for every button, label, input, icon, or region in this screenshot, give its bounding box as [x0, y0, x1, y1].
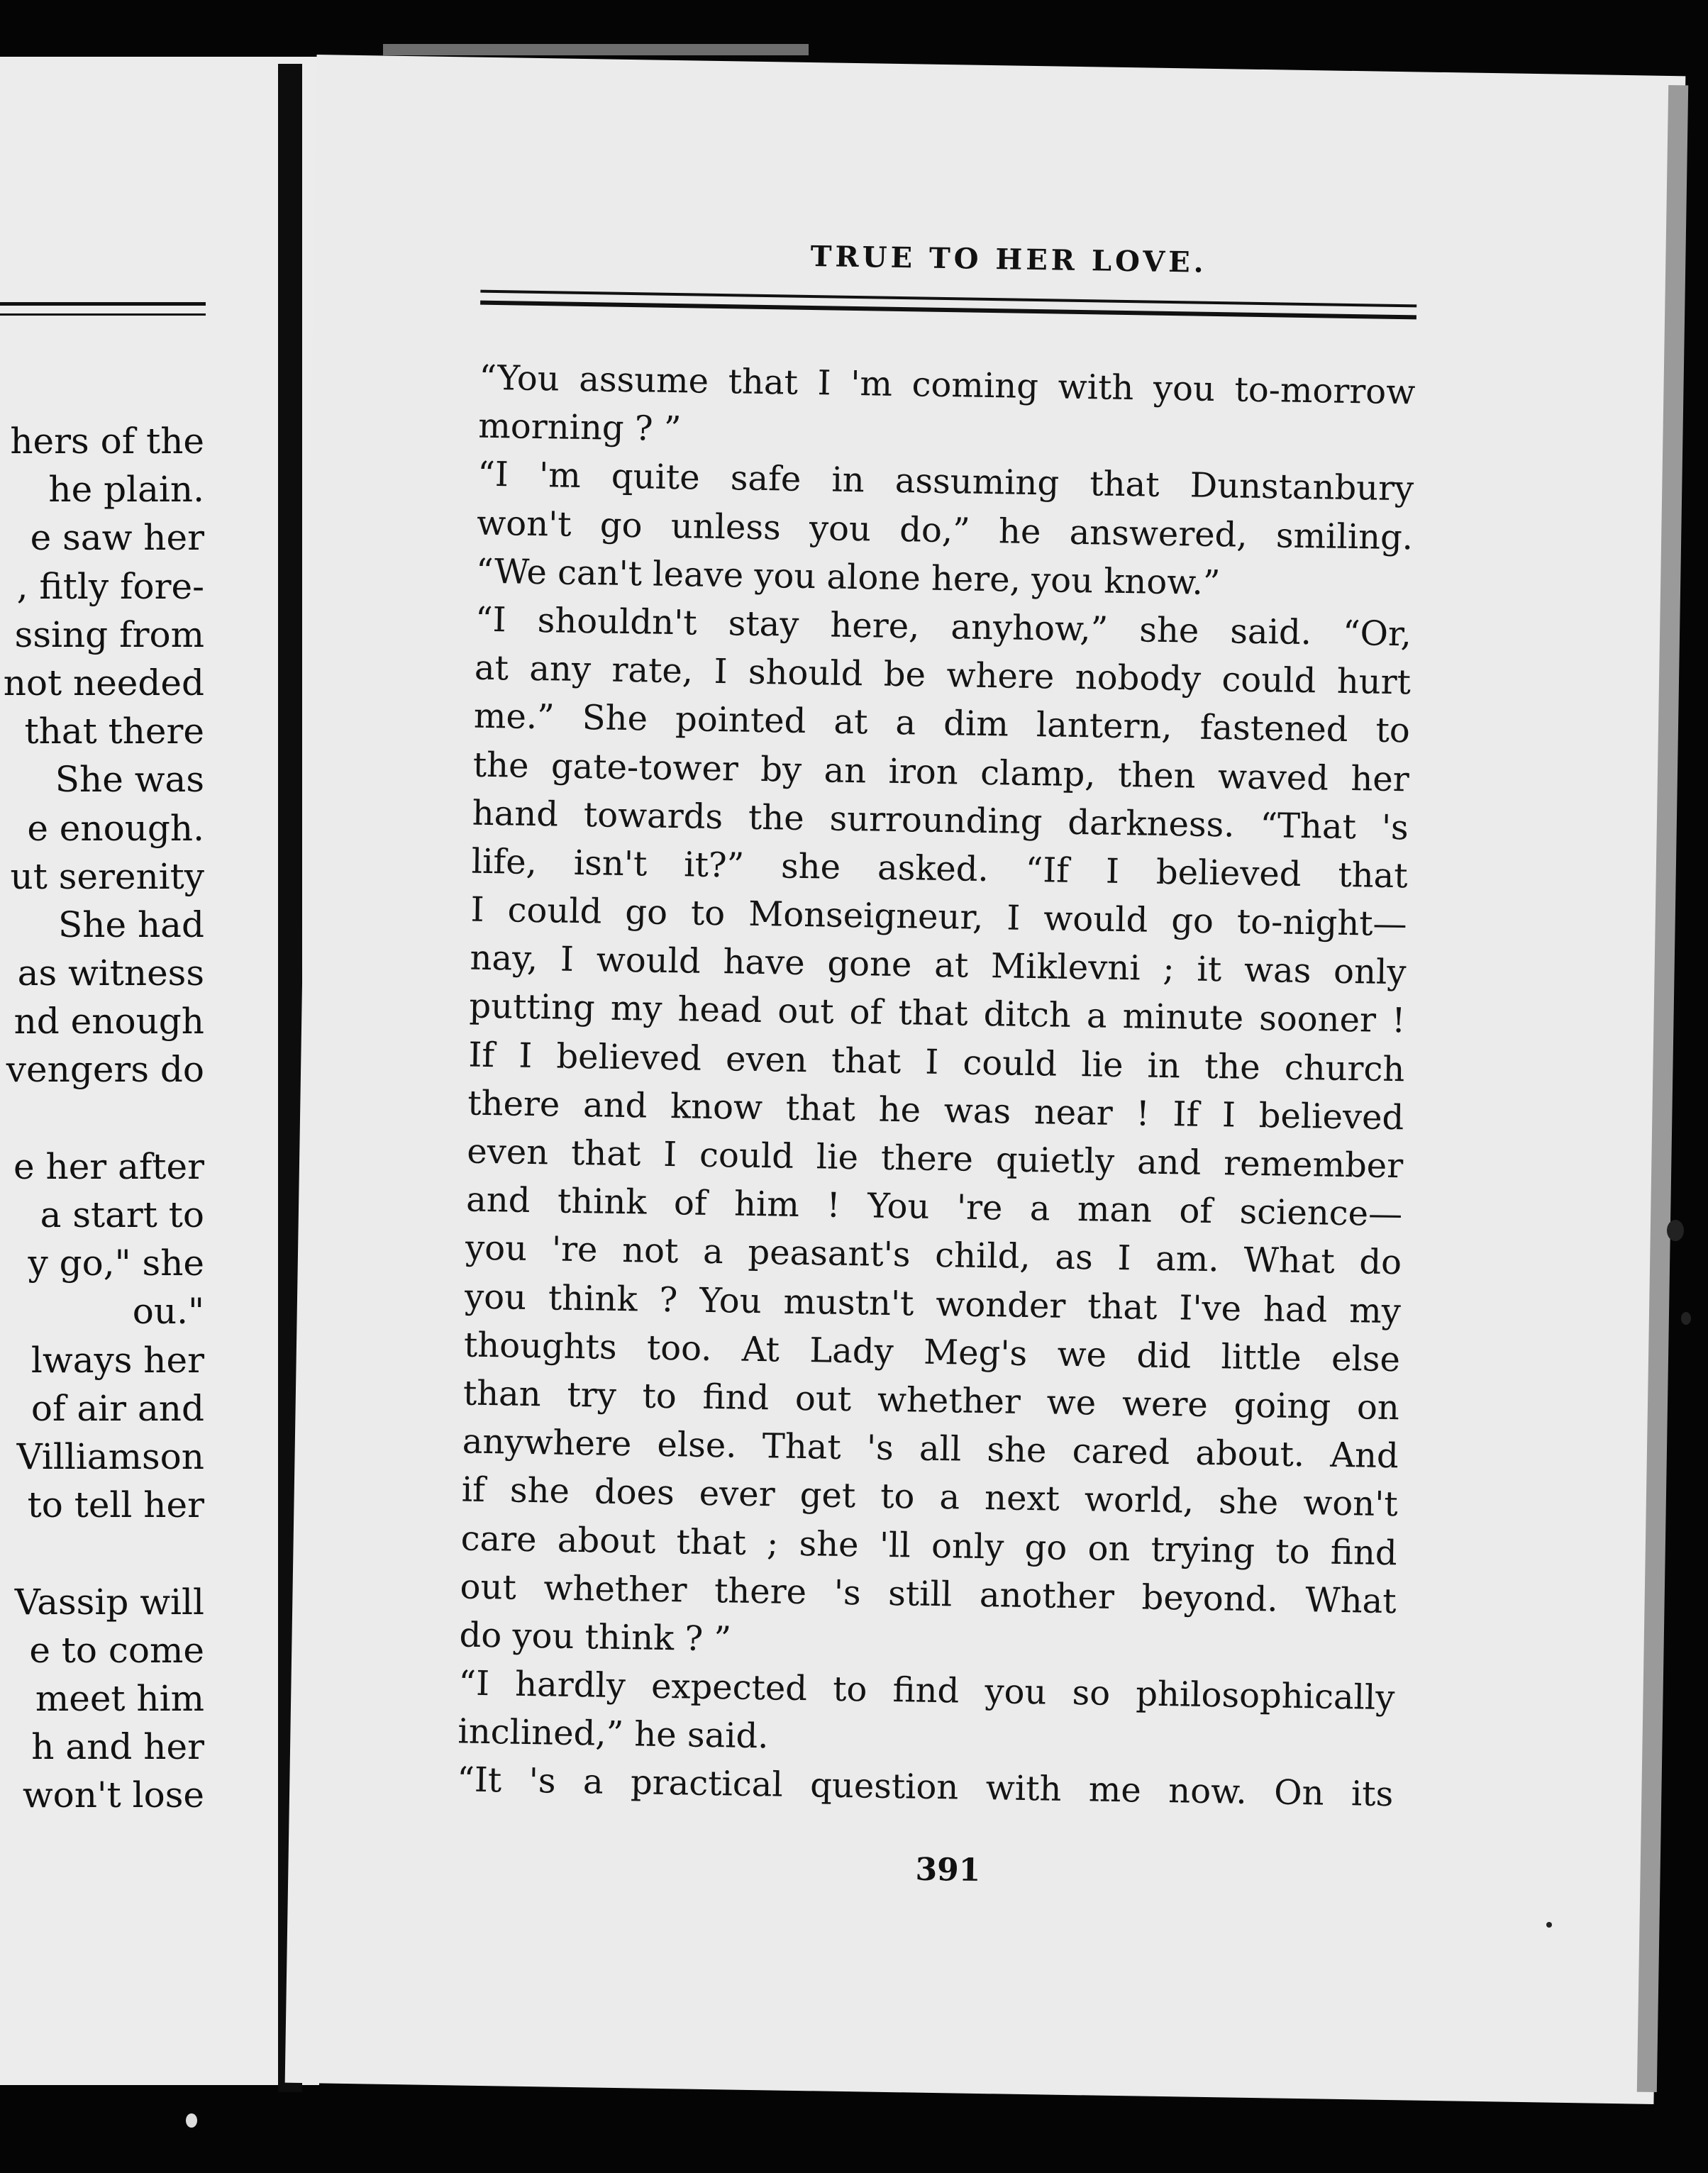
left-text-line: lways her [30, 1339, 204, 1381]
left-text-line: a start to [40, 1194, 204, 1235]
running-head: TRUE TO HER LOVE. [810, 239, 1207, 279]
left-text-line: e saw her [30, 517, 204, 559]
text-line: you think ? You mustn't wonder that I've had my [464, 1277, 1402, 1331]
left-text-line: ut serenity [10, 855, 204, 897]
text-line: than try to find out whether we were going on [462, 1373, 1400, 1428]
left-header-rule-thick [0, 313, 206, 316]
left-text-line: as witness [17, 952, 204, 994]
left-text-line: that there [24, 711, 204, 752]
left-text-line: to tell her [27, 1484, 204, 1526]
text-line: care about that ; she 'll only go on trying to find [460, 1518, 1398, 1573]
ink-speck [1546, 1922, 1552, 1928]
page-top-edge [383, 44, 809, 55]
left-text-line: ou." [132, 1291, 204, 1333]
text-line: and think of him ! You 're a man of science— [465, 1179, 1403, 1235]
text-line: anywhere else. That 's all she cared about. And [462, 1421, 1399, 1477]
left-text-line: She was [55, 759, 204, 801]
text-line: you 're not a peasant's child, as I am. What do [465, 1228, 1402, 1283]
text-line: the gate-tower by an iron clamp, then waved her [472, 745, 1410, 799]
left-text-line [0, 1094, 204, 1143]
ink-speck [186, 2113, 197, 2128]
left-text-line: , fitly fore- [16, 565, 204, 607]
text-line: out whether there 's still another beyond. What [460, 1567, 1397, 1621]
text-line: putting my head out of that ditch a minute sooner ! [469, 987, 1406, 1041]
text-line: “I shouldn't stay here, anyhow,” she said. “Or, [475, 599, 1412, 655]
text-line: life, isn't it?” she asked. “If I believed that [471, 841, 1409, 896]
right-page [285, 55, 1686, 2104]
left-text-line: hers of the [10, 421, 204, 462]
text-line: at any rate, I should be where nobody could hurt [474, 648, 1412, 703]
text-line: inclined,” he said. [458, 1711, 769, 1757]
left-text-line: y go," she [28, 1243, 204, 1284]
left-header-rule-thin [0, 302, 206, 306]
left-text-line: meet him [35, 1677, 204, 1719]
left-page-text [0, 417, 204, 1819]
text-line: I could go to Monseigneur, I would go to-night— [470, 889, 1407, 945]
text-line: if she does ever get to a next world, she won't [461, 1469, 1399, 1525]
left-text-line: h and her [31, 1726, 204, 1768]
text-line: won't go unless you do,” he answered, smiling. [476, 503, 1414, 557]
left-text-line: Villiamson [16, 1435, 204, 1477]
text-line: “You assume that I 'm coming with you to-morrow [479, 357, 1416, 413]
left-text-line: nd enough [13, 1001, 204, 1043]
text-line: “I hardly expected to find you so philosophically [458, 1663, 1395, 1718]
left-text-line: won't lose [22, 1774, 204, 1816]
left-text-line: of air and [30, 1387, 204, 1429]
text-line: “It 's a practical question with me now. On its [456, 1760, 1394, 1815]
text-line: there and know that he was near ! If I believed [467, 1083, 1404, 1138]
text-line: thoughts too. At Lady Meg's we did little else [463, 1325, 1401, 1379]
ink-speck [1667, 1220, 1684, 1241]
left-text-line: e her after [13, 1145, 204, 1187]
left-text-line: not needed [3, 662, 204, 704]
text-line: morning ? ” [477, 406, 682, 450]
left-text-line: he plain. [48, 469, 204, 511]
text-line: me.” She pointed at a dim lantern, fastened to [473, 696, 1411, 751]
text-line: If I believed even that I could lie in the church [468, 1035, 1405, 1089]
left-text-line [0, 1529, 204, 1577]
text-line: “We can't leave you alone here, you know.” [475, 551, 1221, 603]
text-line: “I 'm quite safe in assuming that Dunstanbury [477, 455, 1414, 509]
text-line: even that I could lie there quietly and remember [466, 1131, 1404, 1186]
left-page [0, 57, 319, 2085]
left-text-line: vengers do [6, 1049, 204, 1091]
text-line: nay, I would have gone at Miklevni ; it was only [470, 938, 1407, 993]
text-line: hand towards the surrounding darkness. “That 's [472, 793, 1409, 848]
text-line: do you think ? ” [459, 1615, 732, 1660]
left-text-line: e enough. [27, 807, 204, 849]
left-text-line: Vassip will [14, 1581, 204, 1623]
page-number: 391 [915, 1851, 981, 1889]
page-body-text [457, 354, 1416, 1819]
ink-speck [1681, 1312, 1691, 1325]
left-text-line: ssing from [14, 613, 204, 655]
left-text-line: She had [58, 904, 204, 945]
left-text-line: e to come [29, 1629, 204, 1671]
